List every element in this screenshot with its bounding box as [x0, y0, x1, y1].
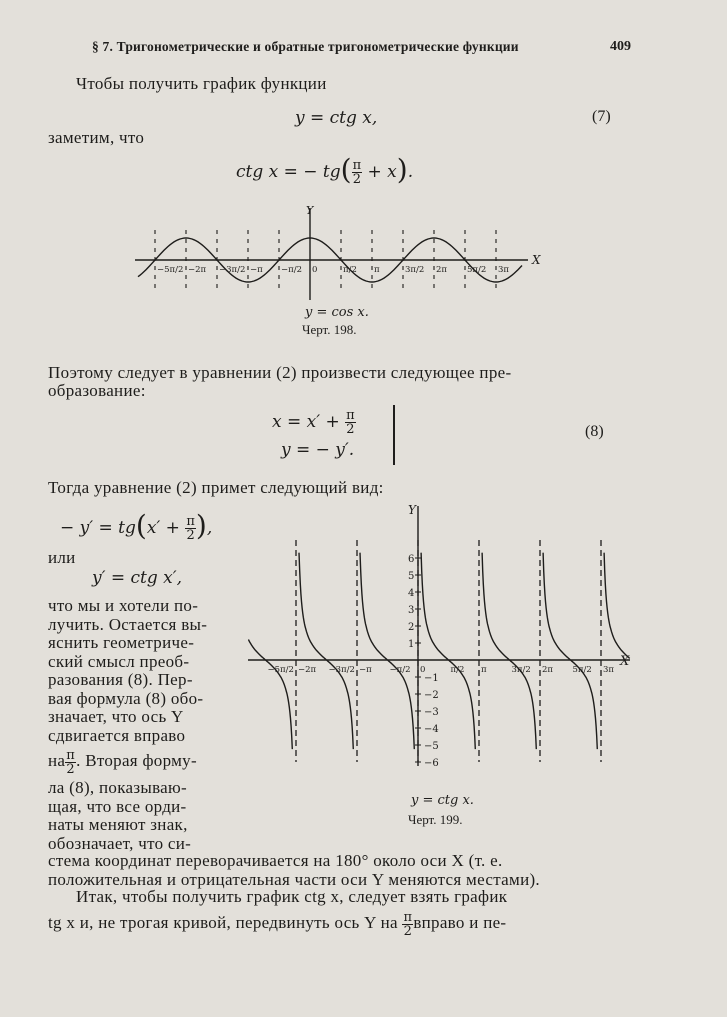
left-col-line: ский смысл преоб-: [48, 651, 190, 671]
fig199-x-tick-labels: [268, 665, 615, 675]
fig198-x-tick-label: −π/2: [281, 265, 302, 275]
fig199-x-tick-label: 3π/2: [511, 665, 531, 675]
word-or: или: [48, 548, 76, 567]
fig198-x-tick-label: 5π/2: [467, 265, 487, 275]
fig199-formula: y = ctg x.: [411, 793, 474, 808]
running-header: § 7. Тригонометрические и обратные тригонометрические функции: [92, 39, 519, 54]
fig199-asymptotes: [248, 540, 640, 762]
fig199-x-tick-label: −3π/2: [328, 665, 355, 675]
conclusion-line2-pre: tg x и, не трогая кривой, передвинуть ось Y на: [48, 913, 398, 932]
fig199-x-tick-label: 0: [420, 665, 426, 675]
eq8-number: (8): [585, 423, 604, 440]
fig199-y-tick-label: −3: [424, 707, 439, 718]
na-line-pre: на: [48, 751, 66, 770]
conclusion-frac-num: π: [403, 909, 413, 925]
eq-a-frac-num: π: [186, 514, 195, 529]
left-col-line: вая формула (8) обо-: [48, 688, 204, 708]
fig199-y-axis-label: Y: [408, 503, 416, 517]
eq8-brace: [393, 405, 395, 465]
na-frac-den: 2: [66, 761, 75, 777]
paragraph-transform-line2: образование:: [48, 381, 146, 400]
fig199-x-tick-label: −π: [359, 665, 372, 675]
left-col-line: разования (8). Пер-: [48, 670, 193, 689]
eq8-frac-den: 2: [346, 422, 355, 437]
left-col2-line: обозначает, что си-: [48, 833, 192, 853]
fig199-x-tick-label: π: [481, 665, 487, 675]
fig199-y-tick-label: 5: [408, 571, 415, 582]
equation-7-number: (7): [592, 108, 611, 125]
equation-tg-shift: − y′ = tg(x′ + $\frac{\pi}{2}$ ),: [60, 509, 213, 543]
paragraph-conclusion-line1: Итак, чтобы получить график ctg x, следует взять график: [76, 887, 508, 906]
fig199-y-tick-label: 4: [408, 588, 415, 599]
identity-tail: .: [407, 162, 414, 182]
paragraph-conclusion-line2: [48, 904, 506, 942]
paragraph-transform-line1: Поэтому следует в уравнении (2) произвести следующее пре-: [48, 363, 512, 382]
figure-198-cosine-graph: [130, 200, 550, 308]
fig198-dashed-gridlines: [155, 230, 496, 292]
fig199-x-tick-label: 5π/2: [572, 665, 592, 675]
fig199-y-tick-label: 3: [408, 605, 415, 616]
fig198-x-tick-label: π: [374, 265, 380, 275]
left-col-line: яснить геометриче-: [48, 633, 195, 652]
fig199-y-tick-label: −4: [424, 724, 439, 735]
fig199-x-tick-label: −2π: [298, 665, 317, 675]
figure-199-cotangent-graph: [248, 500, 640, 774]
fig198-x-tick-label: 3π/2: [405, 265, 425, 275]
paragraph-intro: Чтобы получить график функции: [76, 74, 327, 93]
eq8-frac-num: π: [346, 408, 355, 423]
fig199-y-tick-label: 1: [408, 639, 415, 650]
identity-frac-num: π: [352, 158, 362, 173]
conclusion-frac-den: 2: [403, 923, 413, 939]
identity-rest: + x: [367, 162, 397, 182]
paragraph-rotation-line2: положительная и отрицательная части оси Y меняются местами).: [48, 870, 540, 889]
paragraph-rotation-line1: стема координат переворачивается на 180° около оси X (т. е.: [48, 851, 503, 870]
fig199-y-tick-label: −5: [424, 741, 439, 752]
identity-lhs: ctg x = − tg: [236, 162, 341, 182]
eq8-line2: y = − y′.: [281, 440, 355, 460]
fig199-x-tick-label: π/2: [450, 665, 465, 675]
equation-ctg-result: y′ = ctg x′,: [92, 568, 183, 588]
left-col-line: лучить. Остается вы-: [48, 614, 208, 634]
fig199-y-tick-label: 6: [408, 554, 415, 565]
fig199-ctg-branch: [299, 553, 353, 749]
fig198-x-tick-label: 2π: [436, 265, 447, 275]
eq8-line1-text: x = x′ +: [272, 412, 340, 432]
page-number: 409: [610, 39, 631, 54]
fig199-ctg-branch: [248, 640, 292, 750]
fig199-x-tick-label: 3π: [603, 665, 614, 675]
fig199-y-tick-label: 2: [408, 622, 415, 633]
fig199-ctg-branches: [248, 553, 629, 749]
eq8-line1: [272, 402, 356, 442]
fig199-x-axis-label: X: [620, 654, 630, 669]
fig198-caption: Черт. 198.: [302, 322, 357, 337]
na-frac-num: π: [66, 747, 76, 763]
fig198-x-tick-labels: [157, 265, 509, 275]
left-col-line: значает, что ось Y: [48, 707, 184, 726]
identity-frac-den: 2: [352, 172, 361, 187]
na-pi-2-line: [48, 744, 197, 778]
fig198-x-tick-label: 3π: [498, 265, 509, 275]
left-col-line: сдвигается вправо: [48, 725, 186, 745]
eq-a-inner: x′ +: [146, 518, 180, 538]
left-col2-line: наты меняют знак,: [48, 815, 188, 834]
fig199-y-tick-labels: [408, 554, 439, 769]
fig198-x-axis-label: X: [532, 253, 541, 267]
fig199-y-tick-label: −6: [424, 758, 439, 769]
fig199-ctg-branch: [543, 553, 597, 749]
fig199-ctg-branch: [421, 553, 475, 749]
fig198-x-tick-label: −π: [250, 265, 263, 275]
left-col2-line: ла (8), показываю-: [48, 778, 187, 797]
fig198-x-tick-label: −2π: [188, 265, 207, 275]
fig198-x-tick-label: π/2: [343, 265, 357, 275]
identity-formula: ctg x = − tg( $\frac{\pi}{2}$ + x).: [236, 153, 414, 187]
paragraph-result: Тогда уравнение (2) примет следующий вид:: [48, 478, 384, 497]
fig199-x-tick-label: 2π: [542, 665, 553, 675]
conclusion-line2-post: вправо и пе-: [413, 913, 507, 932]
fig199-caption: Черт. 199.: [408, 812, 463, 827]
fig198-x-tick-label: −5π/2: [157, 265, 184, 275]
eq-a-tail: ,: [206, 518, 213, 538]
fig199-ctg-branch: [604, 553, 630, 659]
fig199-ctg-branch: [360, 553, 414, 749]
fig198-y-axis-label: Y: [306, 204, 314, 217]
fig198-x-tick-label: 0: [312, 265, 318, 275]
eq-a-lhs: − y′ = tg: [60, 518, 136, 538]
equation-7: y = ctg x,: [295, 108, 378, 128]
fig198-x-tick-label: −3π/2: [219, 265, 246, 275]
paragraph-note: заметим, что: [48, 128, 145, 147]
left-col-line: что мы и хотели по-: [48, 596, 199, 615]
left-col2-line: щая, что все орди-: [48, 796, 187, 816]
fig199-y-tick-label: −2: [424, 690, 439, 701]
fig199-x-tick-label: −5π/2: [267, 665, 294, 675]
eq-a-frac-den: 2: [186, 528, 195, 543]
fig199-y-tick-label: −1: [424, 673, 439, 684]
fig199-ctg-branch: [482, 553, 536, 749]
fig199-x-tick-label: −π/2: [389, 665, 411, 675]
fig198-formula: y = cos x.: [305, 305, 369, 320]
na-line-post: . Вторая форму-: [76, 751, 197, 770]
